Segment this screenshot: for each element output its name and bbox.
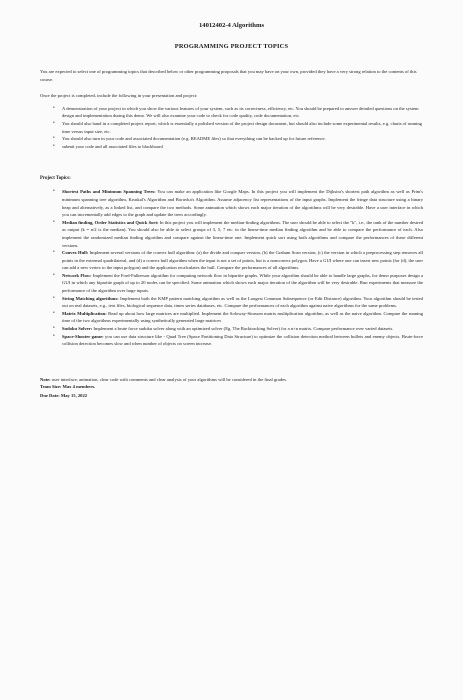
topic-title: Shortest Paths and Minimum Spanning Trees: — [62, 189, 156, 195]
deliverables-list — [40, 105, 423, 151]
intro-paragraph: You are expected to select one of programming topics that described below or other programming proposals that you may have on your own, provided they have a very strong relation to the contents of this course. — [40, 69, 417, 82]
note-text: user interface, animation, clear code with comments and clear analysis of your algorithms will be considered in the final grades. — [50, 376, 288, 382]
topic-body: Read up about how large matrices are multiplied. Implement the Soloway-Strassen matrix multiplication algorithm, as well as the naive algorithm. Compare the running time of the two algorithms experimentally using synthetically generated large matrices — [62, 310, 423, 324]
topic-title: Sudoku Solver: — [62, 326, 93, 332]
topic-title: Matrix Multiplication: — [62, 310, 107, 316]
topic-body: In this project you will implement the median-finding algorithms. The user should be able to select the "k", i.e., the rank of the number desired as output (k = n/2 is the median). You should also be able to select groups of 3, 5, 7 etc. in the linear-time median finding algorithm and be able to compare the performance of each. Also implement the randomized median finding algorithm and compare against the linear-time one. Implement quick sort using both algorithms and compare the performances of these different versions. — [62, 219, 424, 248]
topic-title: Median finding, Order Statistics and Quick Sort: — [62, 219, 159, 225]
topic-body: Implement several versions of the convex hull algorithm: (a) the divide and conquer version, (b) the Graham Scan version, (c) the version in which a preprocessing step removes all points in the extremal quadrilateral, and (d) a convex hull algorithm when the input is not a set of points, but is a nonconvex polygon. Have a GUI where one can insert new points (for (d), the user can add a new vertex to the input polygon) and the application recalculates the hull. Compare the performances of all algorithms. — [62, 250, 423, 271]
topic-item — [62, 219, 423, 249]
topic-title: Convex Hull: — [62, 250, 89, 256]
deliverable-item: • You should also hand in a completed project report, which is essentially a polished version of the project design document, but should also include some experimental results, e.g. charts of running time versus input size, etc. — [62, 120, 423, 135]
deliverable-item: • A demonstration of your project in which you show the various features of your system, such as its correctness, efficiency, etc. You should be prepared to answer detailed questions on the system design and implementation during this demo. We will also examine your code to check for code quality, code documentation, etc. — [62, 105, 423, 120]
once-completed-paragraph: Once the project is completed, include the following in your presentation and project: — [40, 93, 198, 99]
topic-item — [62, 249, 423, 272]
due-date: Due Date: May 15, 2022 — [40, 392, 88, 398]
topic-item — [62, 333, 423, 348]
topic-body: Implement a brute force sudoku solver along with an optimized solver (Eg. The Backtracking Solver) for a n×n matrix. Compare performance over varied datasets. — [92, 326, 394, 332]
topic-title: Space-Shooter game: — [62, 333, 104, 339]
team-size: Team Size: Max 4 members. — [40, 384, 96, 390]
topic-body: you can use data structure like - Quad Tree (Space Partitioning Data Structure) to optimize the collision detection method between bullets and enemy objects. Brute-force collision detection becomes slow and when number of objects on screen increase. — [62, 333, 423, 347]
document-title: PROGRAMMING PROJECT TOPICS — [174, 43, 289, 50]
topics-heading: Project Topics: — [40, 176, 71, 182]
topic-item — [62, 310, 423, 325]
topic-title: Network Flow: — [62, 272, 92, 278]
topic-body: You can make an application like Google Maps. In this project you will implement the Dijkstra's shortest path algorithm as well as Prim's minimum spanning tree algorithm, Kruskal's Algorithm and Boruvka's Algorithm. Assume adjacency list representations of the input graphs. Implement the fringe data structure using a binary heap and alternatively, as a linked list, and compare the two methods. Some animation which shows each major iteration of the algorithms will be very desirable. Have a user interface in which you can incrementally add edges to the graph and update the trees accordingly. — [62, 189, 423, 218]
topic-body: Implement both the KMP pattern matching algorithm as well as the Longest Common Subsequence (or Edit Distance) algorithm. Your algorithm should be tested out on real datasets, e.g., text files, biological sequence data, times series databases, etc. Compare the performances of each algorithm against naive algorithms for the same problems. — [62, 295, 423, 309]
topic-body: Implement the Ford-Fulkerson algorithm for computing network flow in bipartite graphs. While your algorithm should be able to handle large graphs, for demo purposes design a GUI in which any bipartite graph of up to 20 nodes can be specified. Some animation which shows each major iteration of the algorithm will be very desirable. Run experiments that measure the performance of the algorithm over large inputs. — [62, 272, 423, 294]
deliverable-item: • submit your code and all associated files to blackboard — [62, 143, 423, 151]
topic-item — [62, 272, 423, 295]
note-label: Note: — [40, 376, 51, 382]
topic-item — [62, 188, 423, 218]
deliverable-item: • You should also turn in your code and associated documentation (e.g. README files) so that everything can be backed up for future reference. — [62, 135, 423, 143]
topic-title: String Matching algorithms: — [62, 295, 119, 301]
course-title: 14012402-4 Algorithms — [198, 22, 265, 29]
topics-list — [40, 188, 423, 347]
topic-item — [62, 325, 423, 333]
topic-item — [62, 295, 423, 310]
note-paragraph — [40, 376, 423, 384]
